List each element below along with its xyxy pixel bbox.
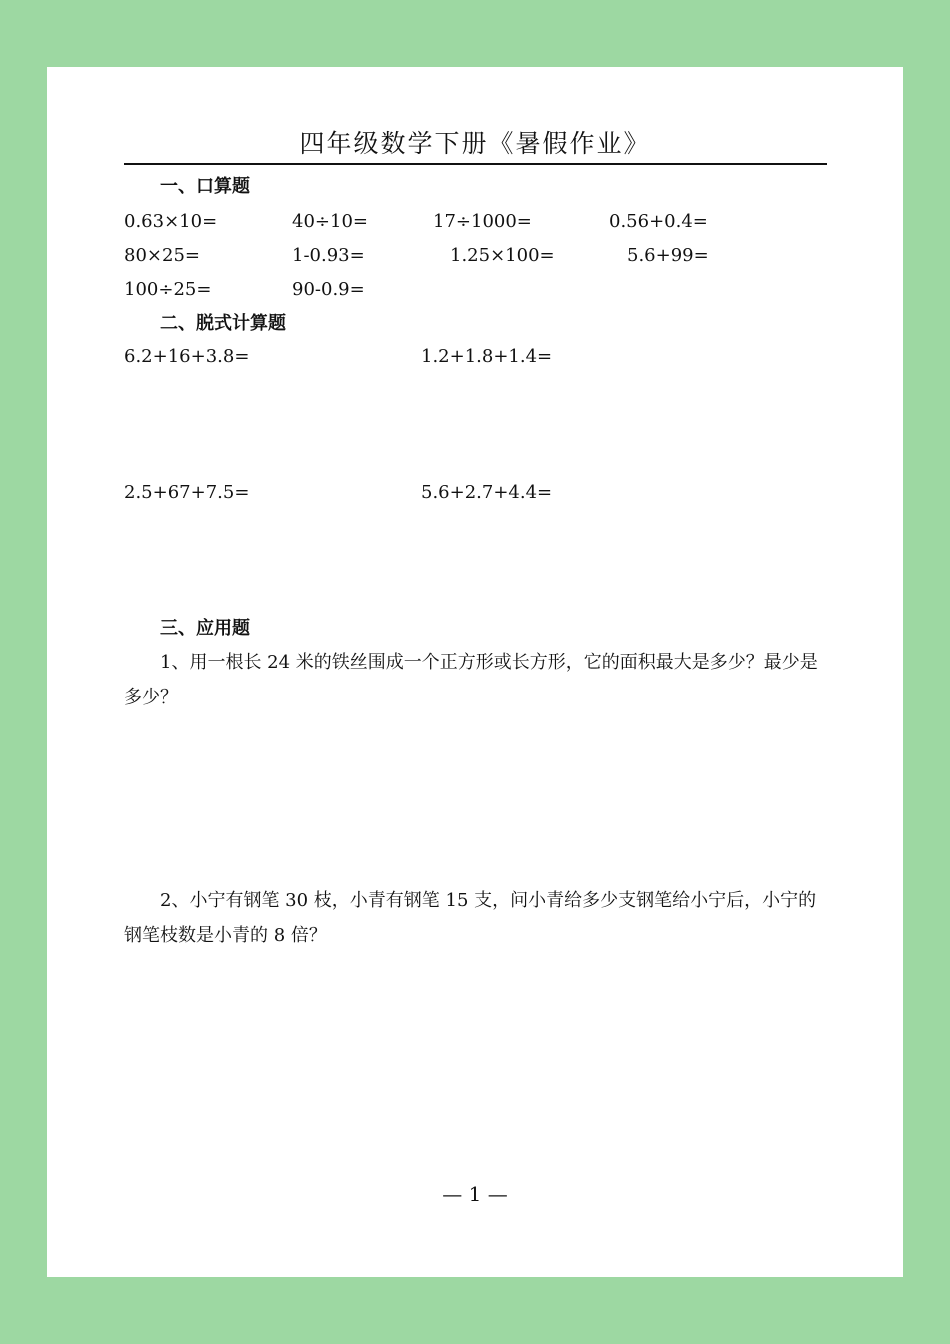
calculation-item: 5.6+2.7+4.4= — [421, 482, 553, 503]
mental-math-item: 17÷1000= — [433, 211, 532, 232]
mental-math-item: 80×25= — [124, 245, 200, 266]
mental-math-item: 100÷25= — [124, 279, 212, 300]
mental-math-item: 0.63×10= — [124, 211, 218, 232]
mental-math-item: 5.6+99= — [627, 245, 709, 266]
mental-math-item: 40÷10= — [292, 211, 368, 232]
mental-math-item: 0.56+0.4= — [609, 211, 708, 232]
mental-math-item: 1.25×100= — [450, 245, 555, 266]
calculation-item: 1.2+1.8+1.4= — [421, 346, 553, 367]
mental-math-item: 1-0.93= — [292, 245, 365, 266]
section-heading-mental-math: 一、口算题 — [160, 176, 250, 197]
calculation-item: 6.2+16+3.8= — [124, 346, 250, 367]
word-problem-2: 2、小宁有钢笔 30 枝，小青有钢笔 15 支，问小青给多少支钢笔给小宁后，小宁的钢笔枝数是小青的 8 倍？ — [124, 890, 817, 946]
worksheet-title: 四年级数学下册《暑假作业》 — [299, 129, 651, 158]
title-underline — [124, 163, 827, 165]
section-heading-word-problems: 三、应用题 — [160, 618, 250, 639]
section-heading-step-calculation: 二、脱式计算题 — [160, 313, 286, 334]
word-problem-1: 1、用一根长 24 米的铁丝围成一个正方形或长方形，它的面积最大是多少？最少是多少？ — [124, 652, 818, 708]
calculation-item: 2.5+67+7.5= — [124, 482, 250, 503]
mental-math-item: 90-0.9= — [292, 279, 365, 300]
page-number: — 1 — — [442, 1182, 508, 1206]
